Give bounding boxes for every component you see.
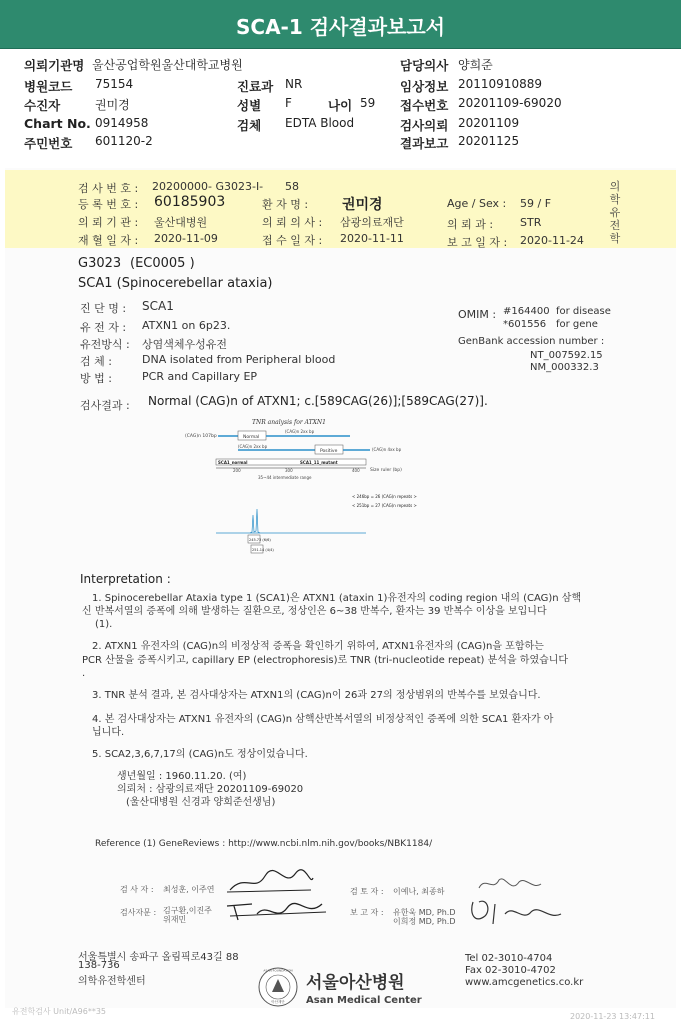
contact-tel: Tel 02-3010-4704 [465,953,553,964]
sig-examiner-value: 최성훈, 이주연 [163,885,215,894]
sex-value: F [285,96,292,110]
interp-2c: . [82,668,86,679]
sig-reporter-value2: 이희정 MD, Ph.D [393,917,456,926]
interp-4a: 4. 본 검사대상자는 ATXN1 유전자의 (CAG)n 삼핵산반복서열의 비정상적인 증폭에 의한 SCA1 환자가 아 [92,714,554,725]
ssn-value: 601120-2 [95,134,153,148]
hospital-label: 의뢰기관명 [24,58,85,73]
report-date-label: 보 고 일 자 : [447,236,508,249]
diagram-intermediate: 35~44 intermediate range [258,475,312,480]
request-value: 20201109 [458,116,520,130]
diagram-cag-left: (CAG)n 107bp [185,434,217,439]
checker-signature [222,896,332,926]
receipt-label: 접 수 일 자 : [262,234,323,247]
req-org-value: 울산대병원 [154,216,208,229]
exam-no-value: 20200000- G3023-I- [152,180,264,193]
address-2: 138-736 [78,960,120,971]
diagram-sca1-normal: SCA1_normal [218,460,248,465]
code-label: 병원코드 [24,79,73,94]
gene-label: 유 전 자 : [80,321,127,334]
dept-label: 진료과 [237,79,274,94]
exam-no-tail: 58 [285,180,299,193]
omim-1-note: for disease [556,306,611,317]
dob-line: 생년월일 : 1960.11.20. (여) [117,771,247,782]
doctor-label: 담당의사 [400,58,449,73]
logo-ring: ASAN FOUNDATION [263,968,293,973]
diagram-peak-note2: < 251bp = 27 (CAG)n repeats > [352,503,417,508]
tnr-analysis-diagram [180,415,420,555]
exam-no-label: 검 사 번 호 : [78,182,139,195]
age-label: 나이 [328,98,353,113]
footer-left: 유전학검사 Unit/A96**35 [12,1007,106,1016]
interp-1c: (1). [95,619,113,630]
asan-medical-center-logo [258,965,428,1010]
specimen-value: EDTA Blood [285,116,355,130]
report-date-value: 2020-11-24 [520,234,584,247]
patient-label: 수진자 [24,98,61,113]
reference: Reference (1) GeneReviews : http://www.ncbi.nlm.nih.gov/books/NBK1184/ [95,839,433,849]
sig-reviewer-value: 이예나, 최종하 [393,887,445,896]
specimen2-label: 검 체 : [80,355,112,368]
ward-value: STR [520,216,542,229]
req-person-label: 의 뢰 의 사 : [262,216,323,229]
reg-no-value: 60185903 [154,194,226,210]
diagram-peaks [250,509,260,533]
req-person-value: 삼광의료재단 [340,216,404,229]
chart-value: 0914958 [95,116,149,130]
report-value: 20201125 [458,134,520,148]
req-org-label: 의 뢰 기 관 : [78,216,139,229]
diagram-cag-right: (CAG)n 4xx bp [372,447,402,452]
code-value: 75154 [95,77,134,91]
specimen2-value: DNA isolated from Peripheral blood [142,353,336,366]
test-code: G3023 [78,256,122,271]
method-value: PCR and Capillary EP [142,370,258,383]
diagram-size-ruler: Size ruler (bp) [370,468,402,473]
requester-line2: (울산대병원 신경과 양희준선생님) [126,797,276,808]
clinic-value: 20110910889 [458,77,542,91]
specimen-label: 검체 [237,118,262,133]
dept-value: NR [285,77,303,91]
diagram-peak-box2: 251.14 (4/4) [252,548,274,552]
result-value: Normal (CAG)n of ATXN1; c.[589CAG(26)];[589CAG(27)]. [148,394,488,408]
genbank-2: NM_000332.3 [530,362,599,373]
logo-inner: 아산재단 [271,1000,285,1004]
doctor-value: 양희준 [458,58,493,72]
reporter-signature [465,894,565,928]
contact-fax: Fax 02-3010-4702 [465,965,556,976]
ssn-label: 주민번호 [24,136,73,151]
method-label: 방 법 : [80,372,112,385]
diagram-peak-box1: 245.73 (6/6) [249,538,271,542]
interp-1b: 신 반복서열의 증폭에 의해 발생하는 질환으로, 정상인은 6~38 반복수, 환자는 39 반복수 이상을 보입니다 [82,606,547,617]
omim-label: OMIM : [458,308,497,321]
test-code-paren: (EC0005 ) [130,256,195,271]
sig-reporter-label: 보 고 자 : [350,908,384,917]
reg-no-label: 등 록 번 호 : [78,198,139,211]
sig-reporter-value1: 유한욱 MD, Ph.D [393,908,456,917]
genbank-label: GenBank accession number : [458,336,605,347]
patient-name-value: 권미경 [342,197,383,213]
genbank-1: NT_007592.15 [530,350,603,361]
sig-checker-label: 검사자문 : [120,908,157,917]
diagram-normal: Normal [243,435,260,440]
test-name: SCA1 (Spinocerebellar ataxia) [78,276,273,291]
gene-value: ATXN1 on 6p23. [142,319,231,332]
sig-reviewer-label: 검 토 자 : [350,887,384,896]
accession-label: 접수번호 [400,98,449,113]
clinic-label: 임상정보 [400,79,449,94]
report-label: 결과보고 [400,136,449,151]
scanned-report [5,168,676,1008]
dx-value: SCA1 [142,299,174,313]
sig-checker-value1: 김구환,이진주 [163,906,212,915]
report-title: SCA-1 검사결과보고서 [0,0,681,49]
diagram-cag-mid: (CAG)n 2xx bp [285,429,315,434]
footer-right: 2020-11-23 13:47:11 [570,1012,655,1021]
diagram-peak-note1: < 246bp = 26 (CAG)n repeats > [352,494,417,499]
diagram-ruler-mid: 300 [285,468,293,473]
interp-2b: PCR 산물을 증폭시키고, capillary EP (electrophoresis)로 TNR (tri-nucleotide repeat) 분석을 하였습니다 [82,655,569,666]
diagram-cag-lower: (CAG)n 2xx bp [238,444,268,449]
dx-label: 진 단 명 : [80,302,127,315]
result-label: 검사결과 : [80,399,130,412]
age-sex-label: Age / Sex : [447,197,507,210]
reexam-value: 2020-11-09 [154,232,218,245]
chart-label: Chart No. [24,116,91,131]
receipt-value: 2020-11-11 [340,232,404,245]
address-3: 의학유전학센터 [78,976,146,987]
omim-1: #164400 [503,306,550,317]
age-sex-value: 59 / F [520,197,552,210]
patient-name-label: 환 자 명 : [262,198,309,211]
diagram-sca1-mutant: SCA1_11_mutant [300,460,338,465]
patient-value: 권미경 [95,98,130,112]
omim-2: *601556 [503,319,547,330]
diagram-title: TNR analysis for ATXN1 [252,419,326,426]
age-value: 59 [360,96,376,110]
omim-2-note: for gene [556,319,598,330]
sig-checker-value2: 위재민 [163,915,187,924]
sex-label: 성별 [237,98,262,113]
logo-english: Asan Medical Center [306,995,422,1006]
logo-korean: 서울아산병원 [306,973,405,993]
accession-value: 20201109-69020 [458,96,562,110]
address-1: 서울특별시 송파구 올림픽로43길 88 [78,952,239,963]
inherit-label: 유전방식 : [80,338,130,351]
examiner-signature [225,868,315,896]
interp-title: Interpretation : [80,572,171,586]
requester-line: 의뢰처 : 삼광의료재단 20201109-69020 [117,784,304,795]
diagram-ruler-left: 200 [233,468,241,473]
diagram-positive: Positive [320,449,338,454]
sig-examiner-label: 검 사 자 : [120,885,154,894]
hospital-value: 울산공업학원울산대학교병원 [92,58,243,72]
diagram-ruler-right: 400 [352,468,360,473]
request-label: 검사의뢰 [400,118,449,133]
ward-label: 의 뢰 과 : [447,218,494,231]
interp-5: 5. SCA2,3,6,7,17의 (CAG)n도 정상이었습니다. [92,749,308,760]
interp-2a: 2. ATXN1 유전자의 (CAG)n의 비정상적 증폭을 확인하기 위하여, ATXN1유전자의 (CAG)n을 포함하는 [92,641,544,652]
side-department-text: 의 학 유 전 학 [609,180,621,245]
interp-3: 3. TNR 분석 결과, 본 검사대상자는 ATXN1의 (CAG)n이 26과 27의 정상범위의 반복수를 보였습니다. [92,690,541,701]
interp-1a: 1. Spinocerebellar Ataxia type 1 (SCA1)은 ATXN1 (ataxin 1)유전자의 coding region 내의 (CAG)n 삼핵 [92,593,582,604]
reexam-label: 재 혈 일 자 : [78,234,139,247]
inherit-value: 상염색체우성유전 [142,338,228,351]
interp-4b: 닙니다. [92,727,125,738]
contact-web: www.amcgenetics.co.kr [465,977,584,988]
